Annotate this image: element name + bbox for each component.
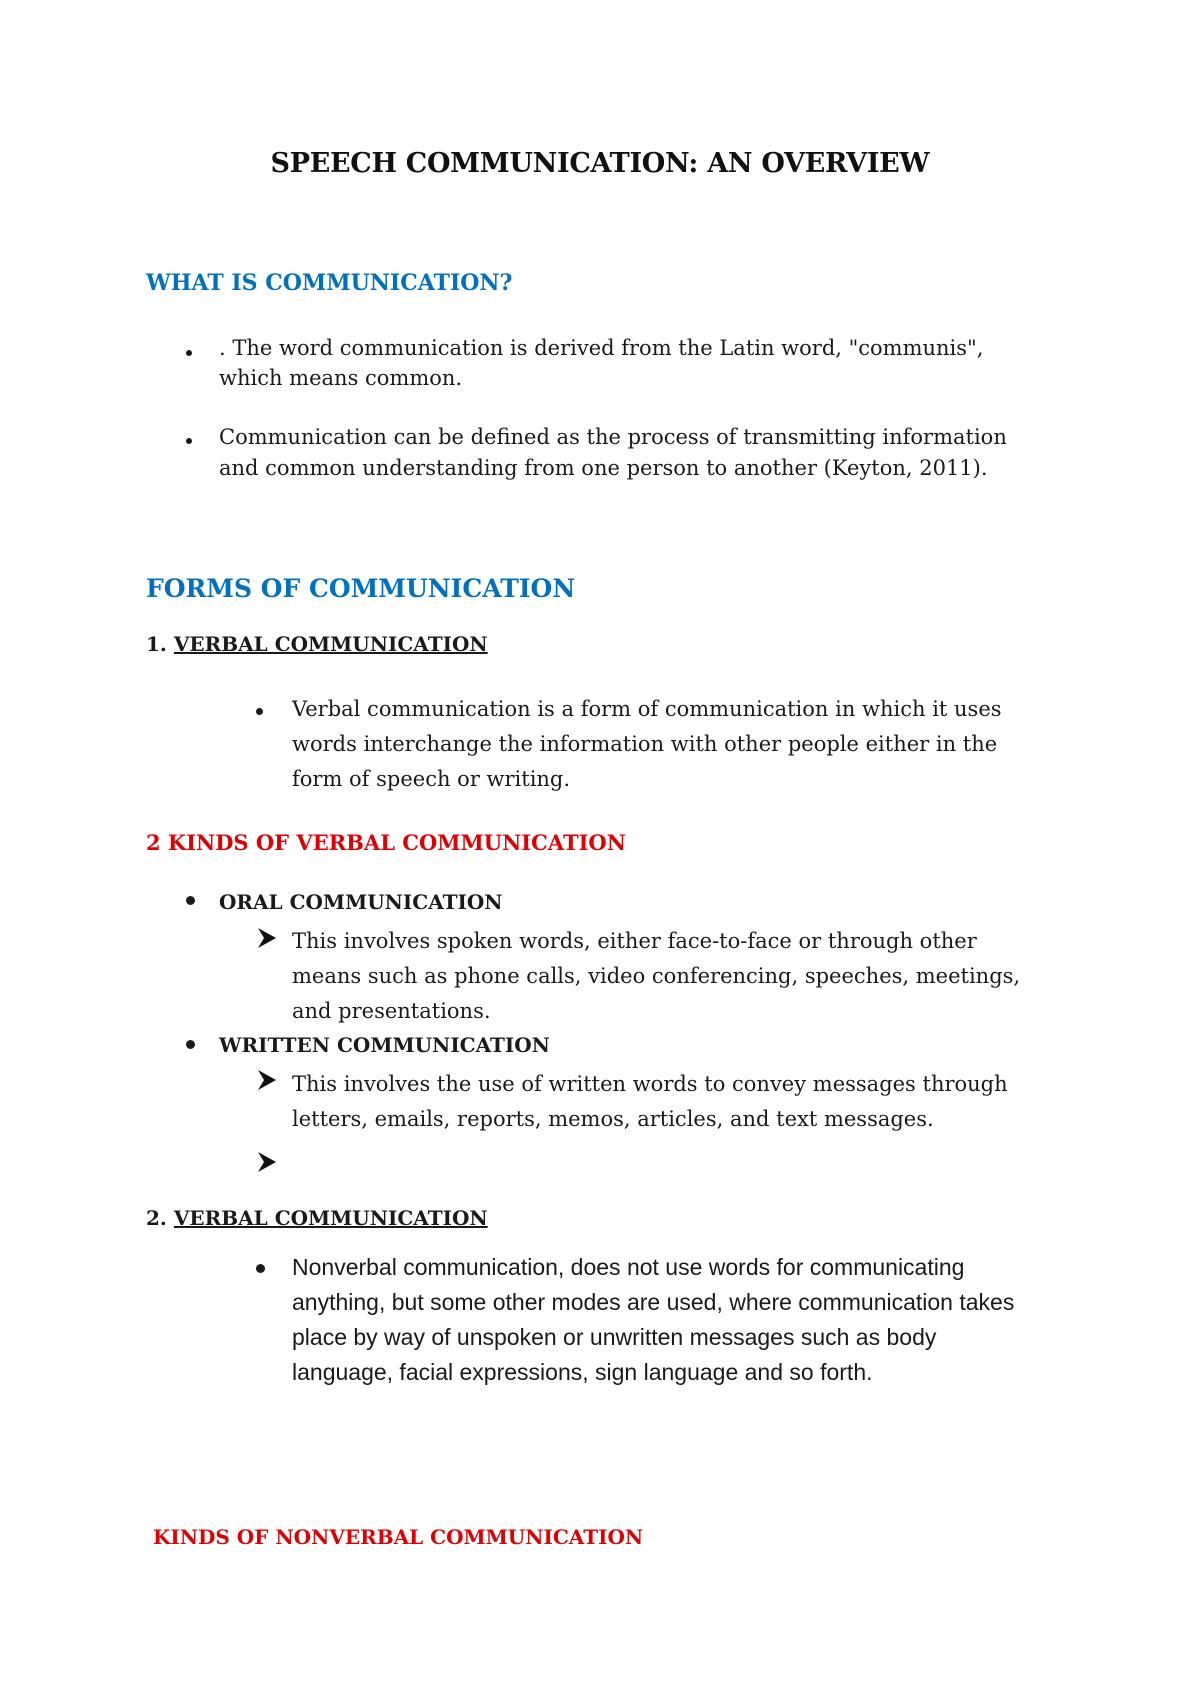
subsection-label: VERBAL COMMUNICATION — [173, 1206, 488, 1230]
kinds-of-nonverbal-heading: KINDS OF NONVERBAL COMMUNICATION — [153, 1525, 644, 1549]
list-item-line: words interchange the information with other people either in the — [292, 732, 998, 756]
bullet-icon — [186, 896, 195, 905]
arrowhead-bullet-icon — [256, 926, 278, 950]
section-heading-what-is-communication: WHAT IS COMMUNICATION? — [146, 270, 513, 296]
list-item-line: . The word communication is derived from the Latin word, "communis", — [219, 336, 984, 360]
list-item-line: This involves the use of written words to convey messages through — [292, 1072, 1008, 1096]
list-item-line: This involves spoken words, either face-to-face or through other — [292, 929, 977, 953]
list-item-line: which means common. — [219, 366, 463, 390]
written-communication-label: WRITTEN COMMUNICATION — [219, 1033, 550, 1057]
list-item-line: and presentations. — [292, 999, 491, 1023]
subsection-heading-verbal — [146, 632, 488, 656]
kinds-of-verbal-heading: 2 KINDS OF VERBAL COMMUNICATION — [146, 830, 626, 855]
bullet-icon — [256, 708, 263, 715]
list-item-line: Verbal communication is a form of communication in which it uses — [292, 697, 1002, 721]
list-item-line: Communication can be defined as the process of transmitting information — [219, 425, 1007, 449]
subsection-number: 1. — [146, 632, 167, 656]
list-item-line: language, facial expressions, sign language and so forth. — [292, 1359, 873, 1385]
bullet-icon — [256, 1264, 265, 1273]
oral-communication-label: ORAL COMMUNICATION — [219, 890, 503, 914]
list-item-line: Nonverbal communication, does not use words for communicating — [292, 1254, 965, 1280]
list-item-line: means such as phone calls, video conferencing, speeches, meetings, — [292, 964, 1021, 988]
list-item-line: letters, emails, reports, memos, articles, and text messages. — [292, 1107, 934, 1131]
list-item-line: place by way of unspoken or unwritten messages such as body — [292, 1324, 937, 1350]
bullet-icon — [186, 1040, 195, 1049]
arrowhead-bullet-icon — [256, 1150, 278, 1174]
bullet-icon — [186, 438, 192, 444]
subsection-label: VERBAL COMMUNICATION — [173, 632, 488, 656]
page-title: SPEECH COMMUNICATION: AN OVERVIEW — [270, 148, 930, 179]
arrowhead-bullet-icon — [256, 1068, 278, 1092]
section-heading-forms-of-communication: FORMS OF COMMUNICATION — [146, 574, 576, 603]
list-item-line: anything, but some other modes are used, where communication takes — [292, 1289, 1015, 1315]
bullet-icon — [186, 350, 192, 356]
subsection-heading-nonverbal — [146, 1206, 488, 1230]
subsection-number: 2. — [146, 1206, 167, 1230]
list-item-line: form of speech or writing. — [292, 767, 571, 791]
list-item-line: and common understanding from one person to another (Keyton, 2011). — [219, 456, 988, 480]
